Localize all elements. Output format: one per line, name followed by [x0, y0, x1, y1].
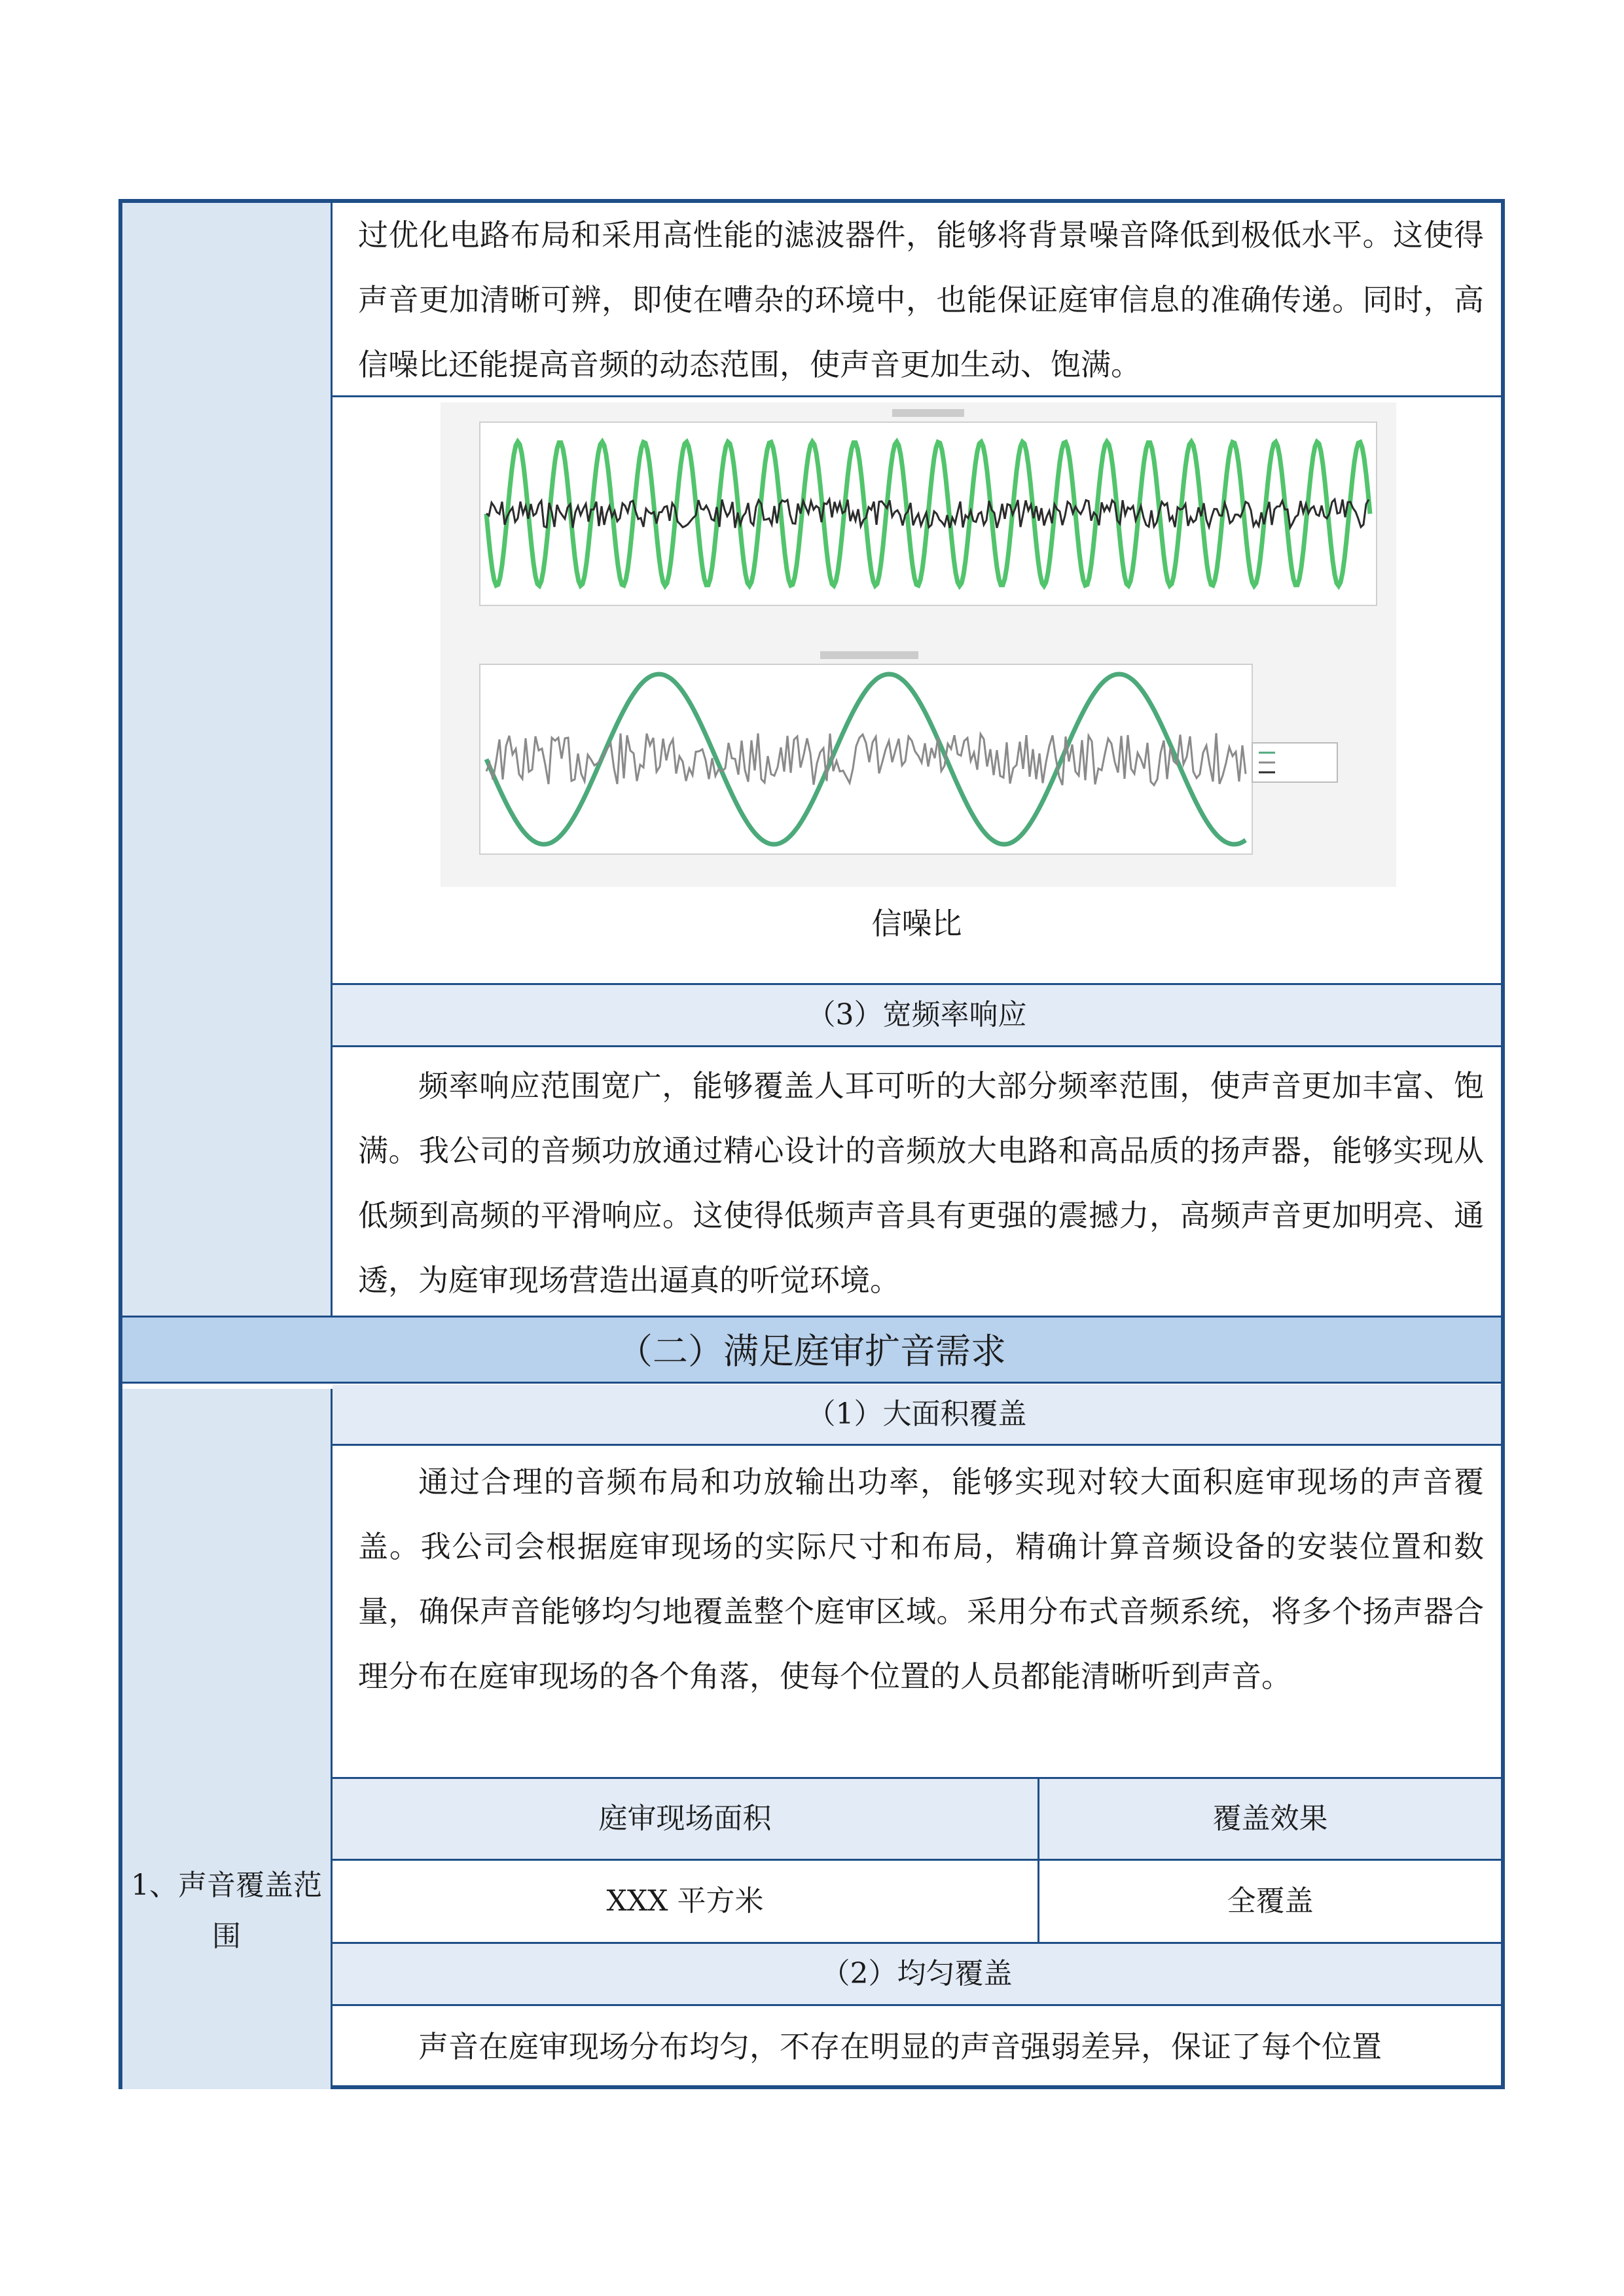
table-header-effect: 覆盖效果 [1039, 1779, 1501, 1859]
table-cell-effect: 全覆盖 [1227, 1884, 1314, 1918]
table-cell-area: XXX 平方米 [606, 1884, 764, 1918]
sidebar-cell-empty [122, 203, 333, 1316]
content-table [118, 199, 1505, 2089]
subheader-large-area: （1）大面积覆盖 [333, 1385, 1501, 1444]
snr-waveform-figure [441, 403, 1396, 887]
divider [333, 2004, 1501, 2006]
broad-frequency-paragraph: 频率响应范围宽广，能够覆盖人耳可听的大部分频率范围，使声音更加丰富、饱满。我公司的音频功放通过精心设计的音频放大电路和高品质的扬声器，能够实现从低频到高频的平滑响应。这使得低频声音具有更强的震撼力，高频声音更加明亮、通透，为庭审现场营造出逼真的听觉环境。 [358, 1068, 1484, 1298]
table-column-divider [1038, 1777, 1039, 1942]
row-label: 1、声音覆盖范围 [131, 1869, 322, 1953]
divider [333, 395, 1501, 397]
intro-paragraph: 过优化电路布局和采用高性能的滤波器件，能够将背景噪音降低到极低水平。这使得声音更加清晰可辨，即使在嘈杂的环境中，也能保证庭审信息的准确传递。同时，高信噪比还能提高音频的动态范围，使声音更加生动、饱满。 [358, 217, 1484, 382]
sidebar-cell-coverage [122, 1389, 333, 2089]
figure-caption: 信噪比 [871, 906, 962, 941]
divider [333, 1444, 1501, 1446]
large-area-paragraph: 通过合理的音频布局和功放输出功率，能够实现对较大面积庭审现场的声音覆盖。我公司会根据庭审现场的实际尺寸和布局，精确计算音频设备的安装位置和数量，确保声音能够均匀地覆盖整个庭审区域。采用分布式音频系统，将多个扬声器合理分布在庭审现场的各个角落，使每个位置的人员都能清晰听到声音。 [358, 1464, 1484, 1694]
subheader-uniform: （2）均匀覆盖 [333, 1944, 1501, 2004]
table-header-area: 庭审现场面积 [333, 1779, 1038, 1859]
uniform-paragraph: 声音在庭审现场分布均匀，不存在明显的声音强弱差异，保证了每个位置 [418, 2029, 1382, 2064]
section-title: （二）满足庭审扩音需求 [122, 1316, 1501, 1384]
subheader-broad-frequency: （3）宽频率响应 [333, 985, 1501, 1045]
divider [333, 1045, 1501, 1047]
